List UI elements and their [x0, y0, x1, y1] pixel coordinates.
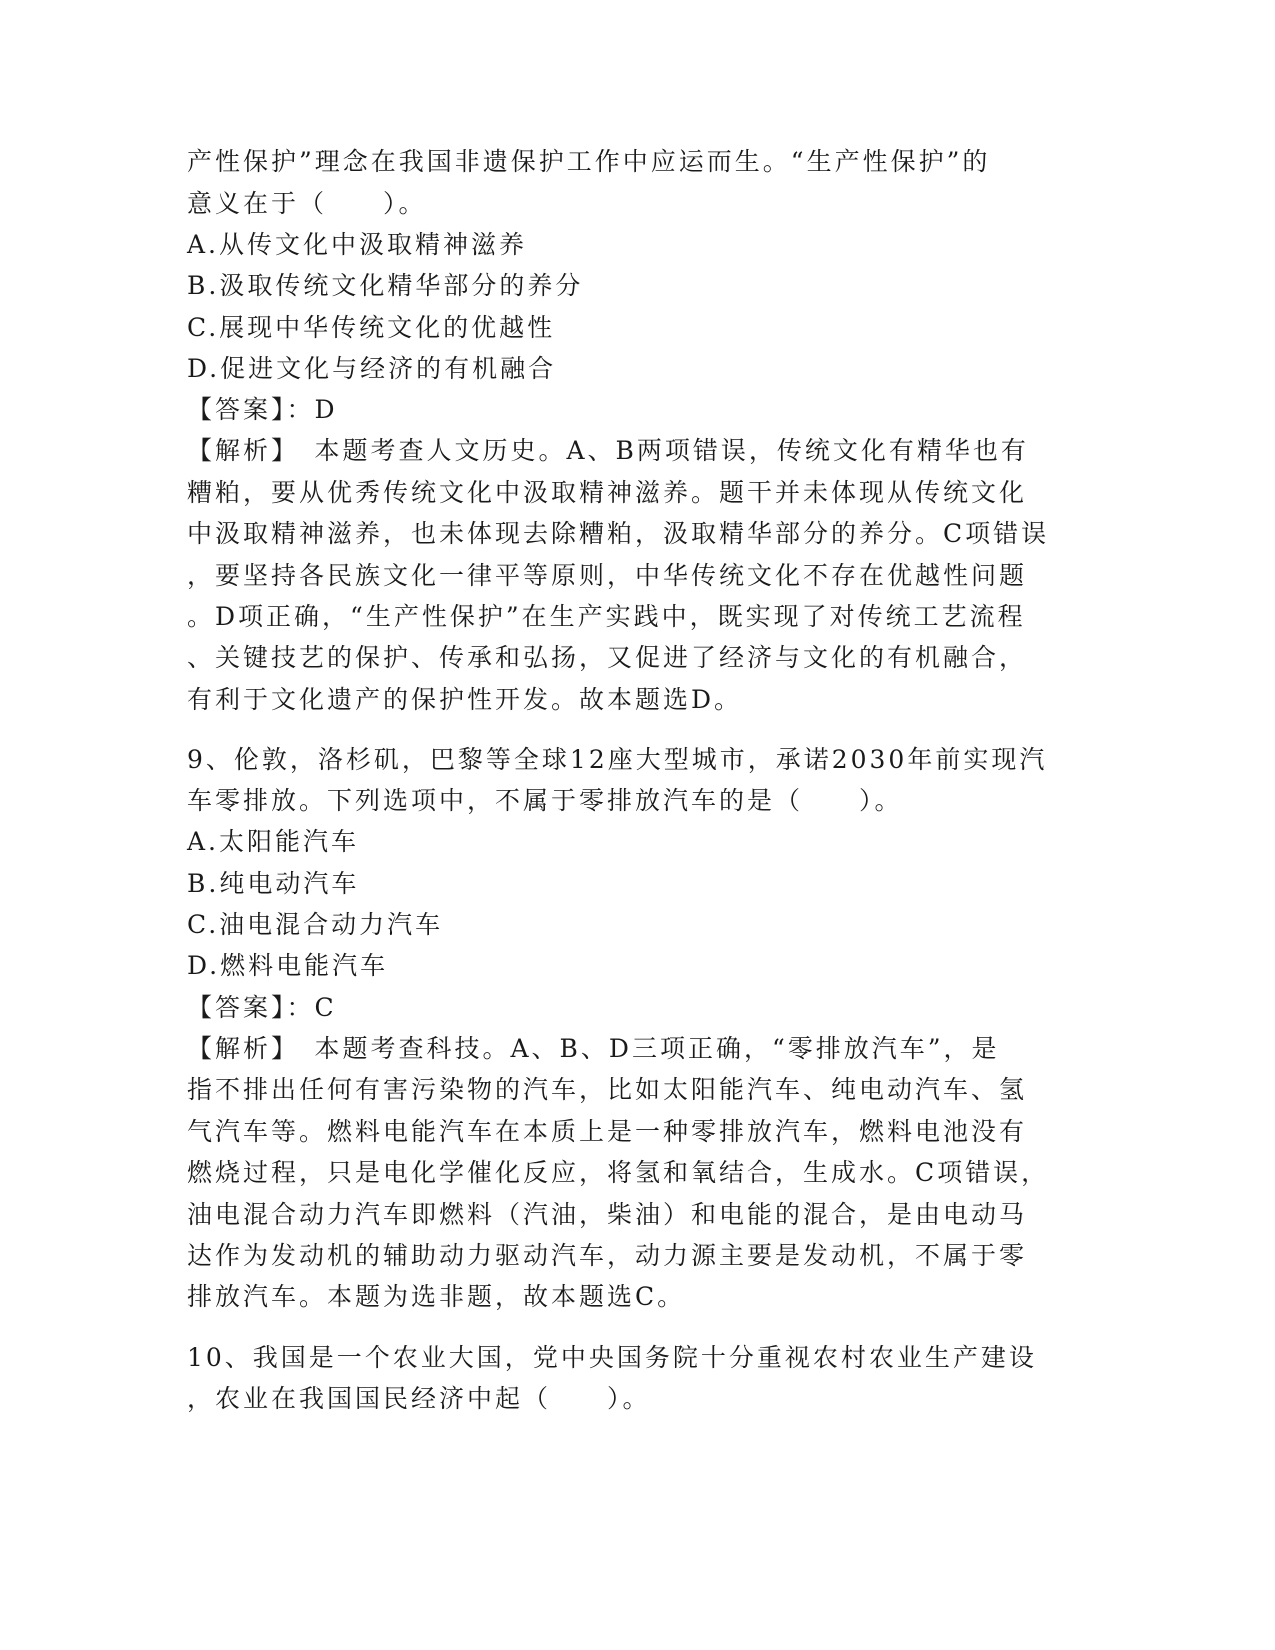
- q8-stem-line: 产性保护”理念在我国非遗保护工作中应运而生。“生产性保护”的: [187, 147, 991, 176]
- q8-analysis-line: 糟粕，要从优秀传统文化中汲取精神滋养。题干并未体现从传统文化: [187, 478, 1028, 507]
- q8-option-a: A.从传文化中汲取精神滋养: [187, 230, 528, 259]
- q9-option-c: C.油电混合动力汽车: [187, 910, 444, 939]
- q9-analysis-line: 达作为发动机的辅助动力驱动汽车，动力源主要是发动机，不属于零: [187, 1241, 1028, 1270]
- q8-analysis-line: ，要坚持各民族文化一律平等原则，中华传统文化不存在优越性问题: [187, 561, 1028, 590]
- q8-analysis-line: 有利于文化遗产的保护性开发。故本题选D。: [187, 685, 743, 714]
- q10-stem-line: ，农业在我国国民经济中起（ ）。: [187, 1384, 651, 1413]
- q8-analysis-line: 中汲取精神滋养，也未体现去除糟粕，汲取精华部分的养分。C项错误: [187, 519, 1050, 548]
- q9-analysis-line: 指不排出任何有害污染物的汽车，比如太阳能汽车、纯电动汽车、氢: [187, 1075, 1028, 1104]
- q9-option-d: D.燃料电能汽车: [187, 951, 389, 980]
- q8-analysis-line: 【解析】 本题考查人文历史。A、B两项错误，传统文化有精华也有: [187, 436, 1029, 465]
- q9-analysis-line: 燃烧过程，只是电化学催化反应，将氢和氧结合，生成水。C项错误，: [187, 1158, 1050, 1187]
- q9-stem-line: 9、伦敦，洛杉矶，巴黎等全球12座大型城市，承诺2030年前实现汽: [187, 745, 1048, 774]
- q9-analysis-line: 排放汽车。本题为选非题，故本题选C。: [187, 1282, 686, 1311]
- q9-analysis-line: 【解析】 本题考查科技。A、B、D三项正确，“零排放汽车”，是: [187, 1034, 1000, 1063]
- q9-option-b: B.纯电动汽车: [187, 869, 360, 898]
- q8-option-d: D.促进文化与经济的有机融合: [187, 354, 557, 383]
- q9-answer: 【答案】：C: [187, 993, 337, 1022]
- q8-option-b: B.汲取传统文化精华部分的养分: [187, 271, 584, 300]
- q8-stem-line: 意义在于（ ）。: [187, 189, 427, 218]
- q9-stem-line: 车零排放。下列选项中，不属于零排放汽车的是（ ）。: [187, 786, 903, 815]
- q9-option-a: A.太阳能汽车: [187, 827, 360, 856]
- q8-analysis-line: 、关键技艺的保护、传承和弘扬，又促进了经济与文化的有机融合，: [187, 643, 1028, 672]
- q8-option-c: C.展现中华传统文化的优越性: [187, 313, 556, 342]
- q9-analysis-line: 气汽车等。燃料电能汽车在本质上是一种零排放汽车，燃料电池没有: [187, 1117, 1028, 1146]
- q10-stem-line: 10、我国是一个农业大国，党中央国务院十分重视农村农业生产建设: [187, 1343, 1037, 1372]
- q8-answer: 【答案】：D: [187, 395, 338, 424]
- q9-analysis-line: 油电混合动力汽车即燃料（汽油，柴油）和电能的混合，是由电动马: [187, 1200, 1028, 1229]
- q8-analysis-line: 。D项正确，“生产性保护”在生产实践中，既实现了对传统工艺流程: [187, 602, 1026, 631]
